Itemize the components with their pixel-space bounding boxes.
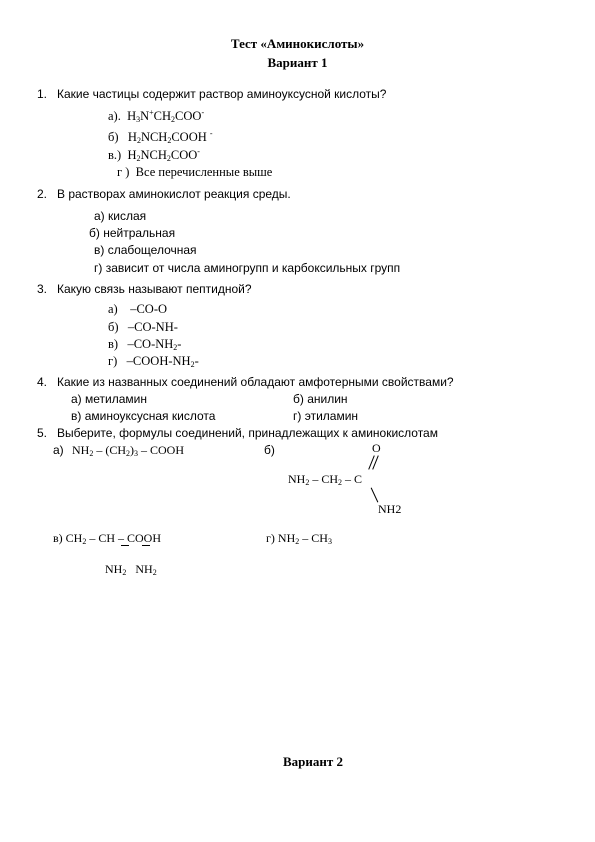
q1-option-d-text: Все перечисленные выше: [135, 165, 273, 179]
q3-option-d-label: г): [108, 354, 118, 368]
question-5-text: Выберите, формулы соединений, принадлежащих к аминокислотам: [57, 426, 438, 440]
q1-option-d-label: г ): [117, 165, 130, 179]
q3-option-c-formula: $-CO-NH_2-$: [127, 337, 182, 352]
variant-1-heading: Вариант 1: [267, 55, 328, 70]
q5-option-b-bond-nh2: [371, 488, 379, 503]
q5-option-a-formula: $NH_2 - (CH_2)_3$ – COOH: [72, 443, 185, 458]
q3-option-d: [108, 354, 199, 369]
q5-option-b-nh2: NH2: [378, 502, 402, 516]
question-2: [37, 187, 291, 201]
variant-2-heading: Вариант 2: [283, 754, 344, 769]
q5-option-d-label: г): [266, 531, 275, 545]
q3-option-b: [108, 320, 178, 335]
question-1-text: Какие частицы содержит раствор аминоуксусной кислоты?: [57, 87, 387, 101]
q2-option-a: а) кислая: [94, 209, 147, 223]
question-3-text: Какую связь называют пептидной?: [57, 282, 252, 296]
q3-option-a-label: а): [108, 302, 118, 316]
q3-option-d-formula: $-COOH-NH_2-$: [126, 354, 199, 369]
q1-option-c-label: в.): [108, 148, 122, 162]
q4-option-b: б) анилин: [293, 392, 348, 406]
question-2-text: В растворах аминокислот реакция среды.: [57, 187, 291, 201]
question-4: [37, 375, 454, 389]
question-3-number: 3.: [37, 282, 48, 296]
q1-option-c: [108, 147, 200, 163]
q5-option-b-chain: $NH_2 - CH_2$ – C: [288, 472, 363, 487]
q3-option-b-label: б): [108, 320, 119, 334]
question-4-text: Какие из названных соединений обладают амфотерными свойствами?: [57, 375, 454, 389]
q1-option-a-label: а).: [108, 109, 121, 123]
q5-option-c: в) $CH_2$ – CH – COOH: [53, 531, 162, 546]
q5-option-c-label: в): [53, 531, 63, 545]
q2-option-b: б) нейтральная: [89, 226, 176, 240]
q5-option-c-bond-1: [121, 545, 129, 546]
question-5: [37, 426, 438, 440]
q3-option-c-label: в): [108, 337, 119, 351]
q1-option-b-label: б): [108, 130, 119, 144]
q3-option-b-formula: –CO-NH-: [127, 320, 178, 334]
q4-option-d: г) этиламин: [293, 409, 359, 423]
q1-option-c-formula: $H_2NCH_2COO^-$: [127, 147, 200, 163]
page-title: Тест «Аминокислоты»: [230, 36, 365, 51]
q1-option-a: [108, 108, 204, 124]
q4-option-a: а) метиламин: [71, 392, 147, 406]
q5-option-b-label: б): [264, 443, 275, 457]
q2-option-c: в) слабощелочная: [94, 243, 197, 257]
q5-option-c-bond-2: [142, 545, 150, 546]
q5-option-c-substituents: $NH_2$ $NH_2$: [105, 562, 157, 577]
question-1: [37, 87, 386, 101]
q1-option-b: [108, 129, 213, 145]
q3-option-a: [108, 302, 167, 317]
q2-option-d: г) зависит от числа аминогрупп и карбоксильных групп: [94, 261, 401, 275]
q3-option-a-formula: –CO-O: [130, 302, 168, 316]
question-3: [37, 282, 252, 296]
question-2-number: 2.: [37, 187, 48, 201]
q1-option-a-formula: $H_3N^+CH_2COO^-$: [127, 108, 205, 124]
q4-option-c: в) аминоуксусная кислота: [71, 409, 216, 423]
q5-option-d: г) $NH_2 - CH_3$: [266, 531, 332, 546]
q1-option-b-formula: $H_2NCH_2COOH$ -: [127, 129, 213, 145]
q3-option-c: [108, 337, 181, 352]
q5-option-b-oxygen: O: [372, 441, 381, 455]
question-4-number: 4.: [37, 375, 48, 389]
q5-option-a-label: а): [53, 443, 64, 457]
question-1-number: 1.: [37, 87, 48, 101]
question-5-number: 5.: [37, 426, 48, 440]
q1-option-d: [117, 165, 272, 180]
